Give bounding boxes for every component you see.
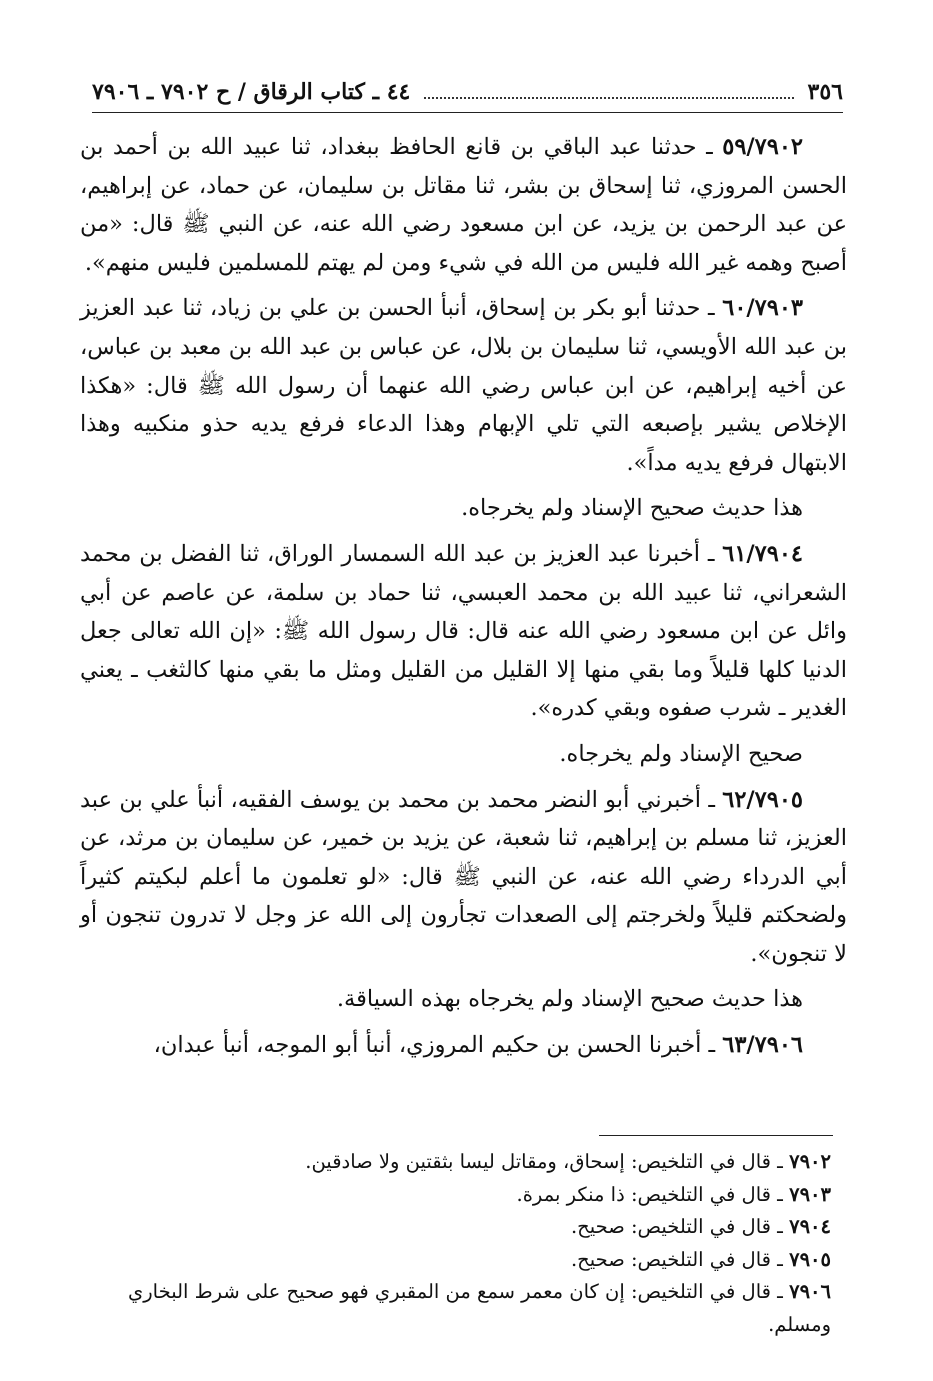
hadith-text: ـ حدثنا عبد الباقي بن قانع الحافظ ببغداد، ثنا عبيد الله بن أحمد بن الحسن المروزي، ثنا إسحاق بن بشر، ثنا مقاتل بن سليمان، عن حماد، عن إبراهيم، عن عبد الرحمن بن يزيد، عن ابن مسعود رضي الله عنه، عن النبي ﷺ قال: «من أصبح وهمه غير الله فليس من الله في شيء ومن لم يهتم للمسلمين فليس منهم». (80, 134, 847, 276)
page-number: ٣٥٦ (807, 79, 843, 105)
footnote (90, 1146, 841, 1179)
hadith-number: ٦٢/٧٩٠٥ (722, 786, 803, 813)
hadith-number: ٦٣/٧٩٠٦ (722, 1032, 803, 1059)
hadith-number: ٦٠/٧٩٠٣ (722, 295, 803, 322)
leader-dots (424, 85, 793, 99)
footnote-text: ـ قال في التلخيص: إن كان معمر سمع من المقبري فهو صحيح على شرط البخاري ومسلم. (127, 1280, 831, 1336)
footnote-text: ـ قال في التلخيص: إسحاق، ومقاتل ليسا بثقتين ولا صادقين. (305, 1150, 790, 1173)
hadith-grading-remark: هذا حديث صحيح الإسناد ولم يخرجاه. (461, 495, 803, 522)
hadith-text: ـ أخبرني أبو النضر محمد بن محمد بن يوسف الفقيه، أنبأ علي بن عبد العزيز، ثنا مسلم بن إبراهيم، ثنا شعبة، عن يزيد بن خمير، عن سليمان بن مرثد، عن أبي الدرداء رضي الله عنه، عن النبي ﷺ قال: «لو تعلمون ما أعلم لبكيتم كثيراً ولضحكتم قليلاً ولخرجتم إلى الصعدات تجأرون إلى الله عز وجل لا تدرون تنجون أو لا تنجون». (80, 786, 847, 967)
footnote-divider (599, 1135, 833, 1136)
hadith-entry-7902 (80, 128, 847, 282)
footnote (90, 1211, 841, 1244)
footnote (90, 1179, 841, 1212)
footnote-number: ٧٩٠٦ (789, 1280, 831, 1303)
page-body (80, 128, 847, 1072)
hadith-entry-7903 (80, 289, 847, 482)
hadith-grading-remark: صحيح الإسناد ولم يخرجاه. (559, 740, 803, 767)
hadith-text: ـ أخبرنا عبد العزيز بن عبد الله السمسار الوراق، ثنا الفضل بن محمد الشعراني، ثنا عبيد الله بن محمد العبسي، ثنا حماد بن سلمة، عن عاصم عن أبي وائل عن ابن مسعود رضي الله عنه قال: قال رسول الله ﷺ: «إن الله تعالى جعل الدنيا كلها قليلاً وما بقي منها إلا القليل من القليل ومثل ما بقي منها كالثغب ـ يعني الغدير ـ شرب صفوه وبقي كدره». (80, 540, 847, 722)
hadith-text: ـ أخبرنا الحسن بن حكيم المروزي، أنبأ أبو الموجه، أنبأ عبدان، (153, 1032, 723, 1059)
hadith-number: ٦١/٧٩٠٤ (722, 540, 803, 567)
hadith-entry-7904 (80, 535, 847, 728)
hadith-number: ٥٩/٧٩٠٢ (722, 134, 803, 160)
footnote-text: ـ قال في التلخيص: صحيح. (570, 1247, 790, 1271)
footnote-text: ـ قال في التلخيص: صحيح. (570, 1215, 790, 1238)
footnote-number: ٧٩٠٣ (789, 1182, 831, 1206)
footnote-number: ٧٩٠٢ (789, 1150, 831, 1173)
footnote (90, 1244, 841, 1277)
hadith-entry-7905 (80, 781, 847, 974)
hadith-grading-remark: هذا حديث صحيح الإسناد ولم يخرجاه بهذه السياقة. (336, 986, 803, 1013)
running-title: ٤٤ ـ كتاب الرقاق / ح ٧٩٠٢ ـ ٧٩٠٦ (92, 79, 411, 105)
footnote-number: ٧٩٠٥ (789, 1247, 831, 1271)
hadith-entry-7906 (80, 1026, 847, 1065)
hadith-text: ـ حدثنا أبو بكر بن إسحاق، أنبأ الحسن بن علي بن زياد، ثنا عبد العزيز بن عبد الله الأويسي، ثنا سليمان بن بلال، عن عباس بن عبد الله بن معبد بن عباس، عن أخيه إبراهيم، عن ابن عباس رضي الله عنهما أن رسول الله ﷺ قال: «هكذا الإخلاص يشير بإصبعه التي تلي الإبهام وهذا الدعاء فرفع يديه حذو منكبيه وهذا الابتهال فرفع يديه مداً». (80, 295, 847, 476)
footnote-text: ـ قال في التلخيص: ذا منكر بمرة. (516, 1182, 790, 1206)
header-divider (92, 112, 843, 113)
footnote (90, 1276, 841, 1341)
footnotes (90, 1146, 841, 1341)
running-head (92, 72, 843, 112)
footnote-number: ٧٩٠٤ (789, 1215, 831, 1238)
